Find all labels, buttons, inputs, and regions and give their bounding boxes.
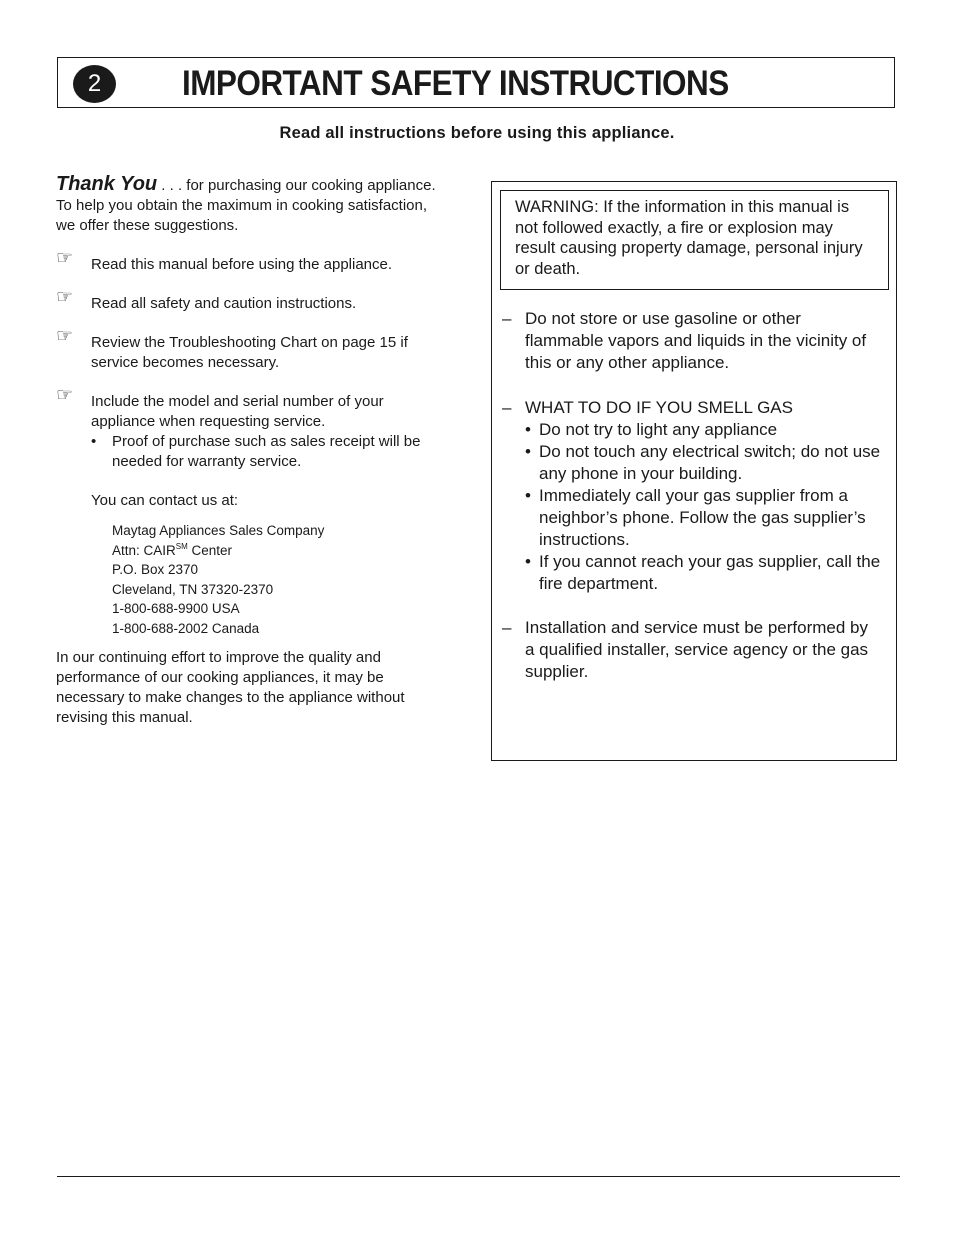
tip-sub-bullet (91, 432, 441, 472)
tip-text: Include the model and serial number of your appliance when requesting service. (91, 393, 384, 430)
pointing-hand-icon: ☞ (56, 248, 74, 269)
thank-you-text: . . . for purchasing our cooking appliance. To help you obtain the maximum in cooking satisfaction, we offer these suggestions. (56, 177, 436, 234)
gas-bullet (525, 485, 882, 551)
warning-box (500, 190, 889, 290)
closing-paragraph: In our continuing effort to improve the quality and performance of our cooking appliances, it may be necessary to make changes to the appliance without revising this manual. (56, 649, 405, 726)
thank-you-heading: Thank You (56, 173, 158, 195)
gas-bullet-text: Do not try to light any appliance (539, 420, 778, 439)
page-title: IMPORTANT SAFETY INSTRUCTIONS (182, 64, 729, 103)
tip-sub-bullet-text: Proof of purchase such as sales receipt will be needed for warranty service. (112, 433, 421, 470)
service-mark: SM (175, 541, 188, 551)
phone-usa: 1-800-688-9900 USA (112, 601, 240, 616)
bullet-dot: • (91, 433, 97, 450)
warning-panel (491, 181, 897, 761)
pointing-hand-icon: ☞ (56, 287, 74, 308)
gas-bullet-text: Do not touch any electrical switch; do not use any phone in your building. (539, 442, 881, 483)
bullet-dot: • (525, 420, 531, 439)
gas-bullet (525, 419, 882, 441)
subtitle: Read all instructions before using this appliance. (279, 124, 675, 142)
warning-item-text: Installation and service must be performed by a qualified installer, service agency or the gas supplier. (525, 618, 869, 681)
tip-text: Review the Troubleshooting Chart on page 15 if service becomes necessary. (91, 334, 408, 371)
gas-bullet-text: If you cannot reach your gas supplier, call the fire department. (539, 552, 881, 593)
address-city: Cleveland, TN 37320-2370 (112, 581, 274, 597)
tip-text: Read all safety and caution instructions. (91, 295, 357, 312)
dash-marker: – (502, 309, 512, 328)
gas-bullet (525, 551, 882, 595)
pointing-hand-icon: ☞ (56, 326, 74, 347)
tip-item (56, 248, 441, 275)
warning-text: WARNING: If the information in this manual is not followed exactly, a fire or explosion may result causing property damage, personal injury or death. (515, 198, 863, 278)
footer-divider (57, 1176, 900, 1177)
warning-item (502, 397, 882, 595)
dash-marker: – (502, 398, 512, 417)
address-attn-suffix: Center (187, 542, 233, 558)
bullet-dot: • (525, 552, 531, 571)
phone-canada: 1-800-688-2002 Canada (112, 620, 260, 636)
address-po-box: P.O. Box 2370 (112, 562, 199, 577)
bullet-dot: • (525, 486, 531, 505)
intro-column (56, 174, 441, 728)
warning-list (502, 308, 882, 683)
gas-bullet (525, 441, 882, 485)
tip-item (56, 385, 441, 472)
contact-address (56, 521, 441, 638)
dash-marker: – (502, 618, 512, 637)
tip-item (56, 326, 441, 373)
warning-item-text: Do not store or use gasoline or other flammable vapors and liquids in the vicinity of this or any other appliance. (525, 309, 867, 372)
bullet-dot: • (525, 442, 531, 461)
address-attn-prefix: Attn: CAIR (112, 542, 176, 558)
address-company: Maytag Appliances Sales Company (112, 523, 325, 538)
smell-gas-heading: WHAT TO DO IF YOU SMELL GAS (525, 398, 793, 417)
contact-intro: You can contact us at: (91, 492, 239, 509)
page-header (57, 57, 895, 108)
pointing-hand-icon: ☞ (56, 385, 74, 406)
warning-item (502, 617, 882, 683)
thank-you-paragraph (56, 174, 441, 236)
page-number-badge: 2 (73, 65, 116, 103)
gas-bullet-text: Immediately call your gas supplier from a neighbor’s phone. Follow the gas supplier’s instructions. (539, 486, 866, 549)
warning-item (502, 308, 882, 374)
address-attn (112, 541, 441, 561)
tip-item (56, 287, 441, 314)
tip-text: Read this manual before using the appliance. (91, 256, 393, 273)
